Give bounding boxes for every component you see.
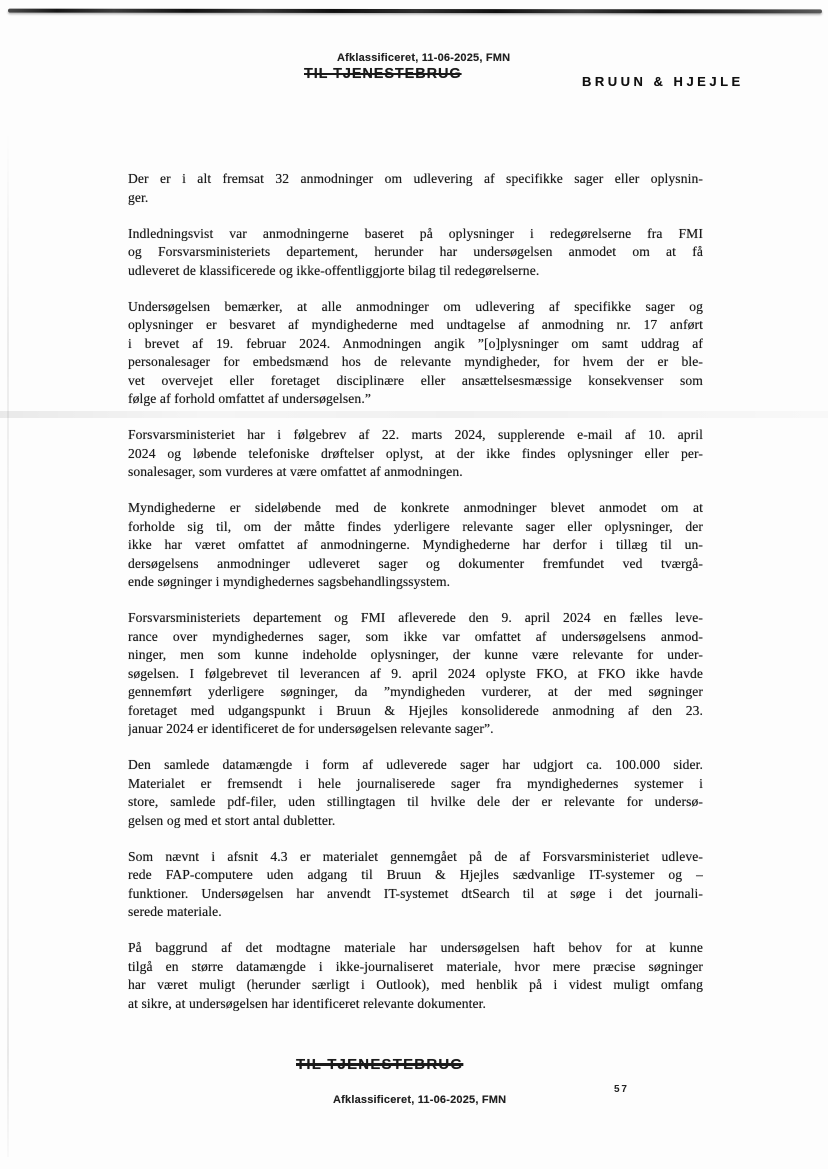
page-number: 57 bbox=[614, 1084, 629, 1095]
text-line: dersøgelsens anmodninger udleveret sager og dokumenter fremfundet ved tværgå- bbox=[128, 555, 703, 571]
text-line: forholde sig til, om der måtte findes yderligere relevante sager eller oplysninger, der bbox=[128, 518, 703, 534]
text-line: Myndighederne er sideløbende med de konkrete anmodninger blevet anmodet om at bbox=[128, 500, 703, 515]
paragraph bbox=[128, 170, 703, 207]
paragraph bbox=[128, 426, 703, 482]
paragraph bbox=[128, 609, 703, 739]
paragraph bbox=[128, 939, 703, 1013]
text-line: vet overvejet eller foretaget disciplinære eller ansættelsesmæssige konsekvenser som bbox=[128, 372, 703, 388]
classification-marking-header: TIL TJENESTEBRUG bbox=[304, 66, 462, 82]
text-line: gennemført yderligere søgninger, da ”myndigheden vurderer, at der med søgninger bbox=[128, 684, 703, 699]
text-line: ende søgninger i myndighedernes sagsbehandlingssystem. bbox=[128, 574, 451, 589]
scan-artifact-left-edge bbox=[7, 130, 9, 1157]
text-line: ninger, men som kunne indeholde oplysninger, der kunne være relevante for under- bbox=[128, 647, 703, 662]
text-line: Forsvarsministeriet har i følgebrev af 22. marts 2024, supplerende e-mail af 10. april bbox=[128, 427, 703, 442]
text-line: har været muligt (herunder særligt i Outlook), med henblik på i videst muligt omfang bbox=[128, 977, 703, 992]
text-line: følge af forhold omfattet af undersøgelsen.” bbox=[128, 391, 371, 406]
paragraph bbox=[128, 298, 703, 409]
text-line: store, samlede pdf-filer, uden stillingtagen til hvilke dele der er relevante for undersø- bbox=[128, 794, 703, 809]
classification-marking-footer: TIL TJENESTEBRUG bbox=[296, 1056, 464, 1073]
text-line: serede materiale. bbox=[128, 904, 222, 919]
text-line: foretaget med udgangspunkt i Bruun & Hjejles konsoliderede anmodning af den 23. bbox=[128, 702, 703, 718]
text-line: tilgå en større datamængde i ikke-journaliseret materiale, hvor mere præcise søgninger bbox=[128, 958, 703, 974]
text-line: På baggrund af det modtagne materiale har undersøgelsen haft behov for at kunne bbox=[128, 940, 703, 955]
document-body bbox=[128, 170, 703, 1031]
text-line: rance over myndighedernes sager, som ikke var omfattet af undersøgelsens anmod- bbox=[128, 628, 703, 644]
text-line: ikke har været omfattet af anmodningerne. Myndighederne har derfor i tillæg til un- bbox=[128, 537, 703, 552]
text-line: Forsvarsministeriets departement og FMI afleverede den 9. april 2024 en fælles leve- bbox=[128, 610, 703, 625]
text-line: personalesager for embedsmænd hos de relevante myndigheder, for hvem der er ble- bbox=[128, 354, 703, 369]
text-line: Den samlede datamængde i form af udleverede sager har udgjort ca. 100.000 sider. bbox=[128, 757, 703, 772]
paragraph bbox=[128, 499, 703, 592]
text-line: søgelsen. I følgebrevet til leverancen af 9. april 2024 oplyste FKO, at FKO ikke havde bbox=[128, 665, 703, 681]
declassification-note-footer: Afklassificeret, 11-06-2025, FMN bbox=[333, 1094, 507, 1106]
declassification-note-header: Afklassificeret, 11-06-2025, FMN bbox=[337, 52, 511, 64]
text-line: at sikre, at undersøgelsen har identificeret relevante dokumenter. bbox=[128, 995, 487, 1011]
text-line: i brevet af 19. februar 2024. Anmodningen angik ”[o]plysninger om samt uddrag af bbox=[128, 335, 703, 351]
paragraph bbox=[128, 225, 703, 281]
text-line: Som nævnt i afsnit 4.3 er materialet gennemgået på de af Forsvarsministeriet udleve- bbox=[128, 848, 703, 864]
text-line: udleveret de klassificerede og ikke-offentliggjorte bilag til redegørelserne. bbox=[128, 262, 540, 278]
text-line: oplysninger er besvaret af myndighederne med undtagelse af anmodning nr. 17 anført bbox=[128, 317, 703, 332]
scan-artifact-top-edge bbox=[8, 9, 822, 13]
text-line: Der er i alt fremsat 32 anmodninger om udlevering af specifikke sager eller oplysnin- bbox=[128, 171, 703, 186]
text-line: rede FAP-computere uden adgang til Bruun & Hjejles sædvanlige IT-systemer og – bbox=[128, 867, 703, 882]
text-line: januar 2024 er identificeret de for undersøgelsen relevante sager”. bbox=[128, 721, 494, 736]
paragraph bbox=[128, 848, 703, 922]
text-line: Materialet er fremsendt i hele journaliserede sager fra myndighedernes systemer i bbox=[128, 775, 703, 791]
text-line: og Forsvarsministeriets departement, herunder har undersøgelsen anmodet om at få bbox=[128, 244, 703, 259]
text-line: funktioner. Undersøgelsen har anvendt IT-systemet dtSearch til at søge i det journali- bbox=[128, 885, 703, 901]
text-line: Undersøgelsen bemærker, at alle anmodninger om udlevering af specifikke sager og bbox=[128, 298, 703, 314]
text-line: Indledningsvist var anmodningerne baseret på oplysninger i redegørelserne fra FMI bbox=[128, 225, 703, 241]
firm-logo: BRUUN & HJEJLE bbox=[582, 74, 744, 89]
text-line: 2024 og løbende telefoniske drøftelser oplyst, at der ikke findes oplysninger eller per- bbox=[128, 445, 703, 461]
text-line: sonalesager, som vurderes at være omfattet af anmodningen. bbox=[128, 464, 463, 479]
paragraph bbox=[128, 756, 703, 830]
text-line: ger. bbox=[128, 189, 149, 205]
text-line: gelsen og med et stort antal dubletter. bbox=[128, 812, 336, 828]
